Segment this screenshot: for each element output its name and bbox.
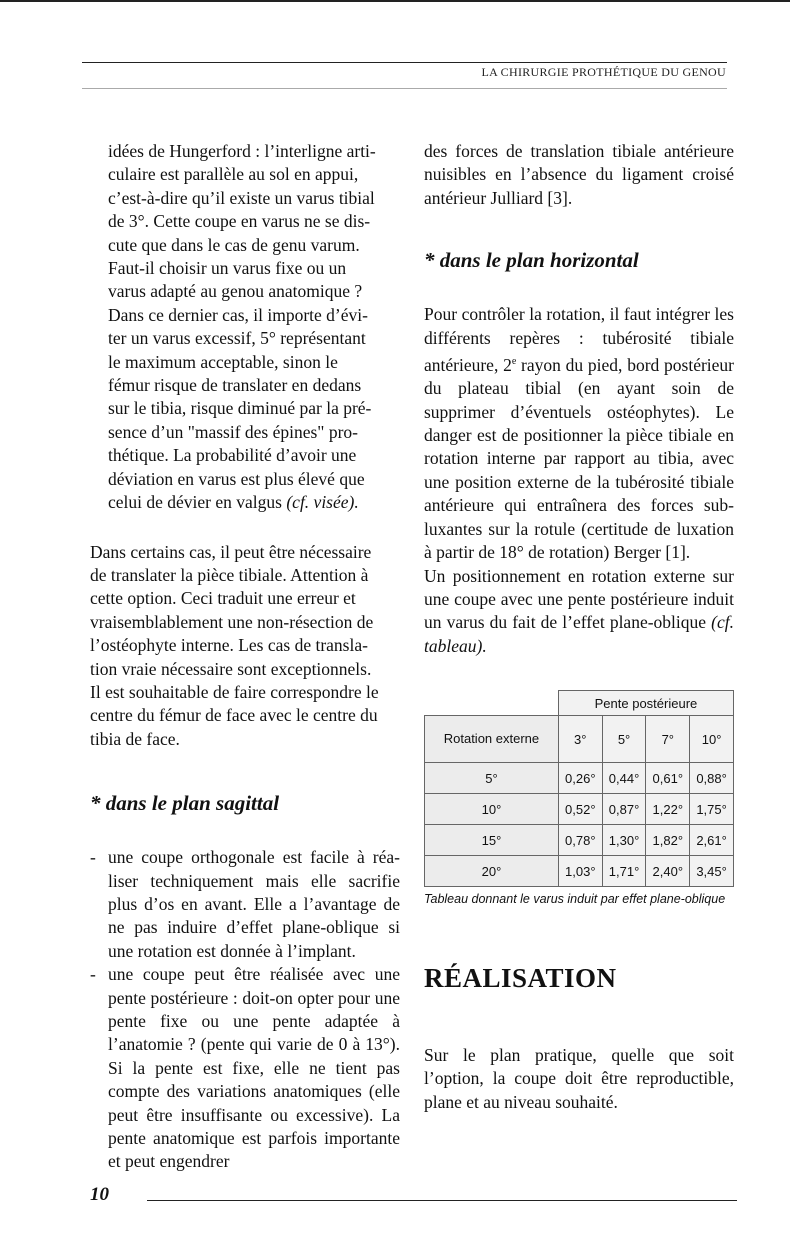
cf-tableau-ref: (cf. tableau). bbox=[424, 612, 734, 656]
right-column bbox=[424, 130, 734, 658]
para-line: idées de Hungerford : l’interligne arti- bbox=[108, 141, 376, 161]
header-rule bbox=[82, 62, 727, 63]
column-header: 5° bbox=[602, 716, 646, 763]
para-line: fémur risque de translater en dedans bbox=[108, 375, 362, 396]
table-cell: 1,75° bbox=[690, 794, 734, 825]
table-caption: Tableau donnant le varus induit par effet plane-oblique bbox=[424, 892, 726, 906]
table-cell: 0,61° bbox=[646, 763, 690, 794]
table-cell: 1,71° bbox=[602, 856, 646, 887]
para-line: déviation en varus est plus élevé que bbox=[108, 468, 365, 489]
page-number: 10 bbox=[90, 1184, 109, 1205]
left-column bbox=[90, 130, 400, 1174]
subhead-sagittal: * dans le plan sagittal bbox=[90, 791, 280, 816]
table-cell: 0,88° bbox=[690, 763, 734, 794]
realisation-heading: RÉALISATION bbox=[424, 963, 617, 993]
para-line: de translater la pièce tibiale. Attention à bbox=[90, 564, 369, 585]
table-cell: 0,26° bbox=[558, 763, 602, 794]
para-line: le maximum acceptable, sinon le bbox=[108, 351, 338, 372]
para-line: Dans certains cas, il peut être nécessaire bbox=[90, 541, 372, 562]
row-header: 5° bbox=[425, 763, 559, 794]
column-header: 7° bbox=[646, 716, 690, 763]
para-line: vraisemblablement une non-résection de bbox=[90, 611, 374, 632]
para-line bbox=[108, 491, 400, 514]
para-line: Faut-il choisir un varus fixe ou un bbox=[108, 258, 347, 279]
para-line: cute que dans le cas de genu varum. bbox=[108, 234, 360, 255]
table-row bbox=[425, 763, 734, 794]
table-cell: 3,45° bbox=[690, 856, 734, 887]
table-row bbox=[425, 794, 734, 825]
table-empty-corner bbox=[425, 691, 559, 716]
para-line: l’ostéophyte interne. Les cas de transla- bbox=[90, 635, 368, 656]
column-header: 3° bbox=[558, 716, 602, 763]
row-header: 15° bbox=[425, 825, 559, 856]
para-line: c’est-à-dire qu’il existe un varus tibial bbox=[108, 187, 375, 208]
cf-visee-ref: (cf. visée). bbox=[286, 492, 359, 513]
external-rotation-text: Un positionnement en rotation externe sur une coupe avec une pente postérieure induit un varus du fait de l’effet plane-oblique bbox=[424, 565, 734, 633]
para-line: centre du fémur de face avec le centre du bbox=[90, 705, 378, 726]
para-line: tion vraie nécessaire sont exceptionnels. bbox=[90, 658, 372, 679]
para-line: culaire est parallèle au sol en appui, bbox=[108, 164, 359, 185]
column-header: 10° bbox=[690, 716, 734, 763]
top-border-rule bbox=[0, 0, 790, 2]
rotation-paragraph: Pour contrôler la rotation, il faut intégrer les différents repères : tubérosité tibiale antérieure, 2e rayon du pied, bord postérieur du plateau tibial (en ayant soin de supprimer d’éventuels ostéophytes). Le danger est de positionner la pièce tibiale en rotation interne par rapport au tibia, avec une position externe de la tubérosité tibiale antérieure qui entraînera des forces sub-luxantes sur la rotule (certitude de luxation à partir de 18° de rotation) Berger [1]. bbox=[424, 304, 735, 563]
para-line: sur le tibia, risque diminué par la pré- bbox=[108, 398, 372, 419]
realisation-paragraph: Sur le plan pratique, quelle que soit l’option, la coupe doit être reproductible, plane et au niveau souhaité. bbox=[424, 1045, 734, 1112]
table-cell: 0,78° bbox=[558, 825, 602, 856]
pente-header: Pente postérieure bbox=[558, 691, 733, 716]
table-row bbox=[425, 856, 734, 887]
list-item: - une coupe orthogonale est facile à réaliser techniquement mais elle sacrifie plus d’os en avant. Elle a l’avantage de ne pas induire d’effet plane-oblique si une rotation est donnée à l’implant. bbox=[90, 846, 400, 963]
para-line: sence d’un "massif des épines" pro- bbox=[108, 421, 358, 442]
table-row bbox=[425, 825, 734, 856]
table-cell: 1,22° bbox=[646, 794, 690, 825]
rotation-header: Rotation externe bbox=[425, 716, 559, 763]
para-line: de 3°. Cette coupe en varus ne se dis- bbox=[108, 211, 371, 232]
table-cell: 1,82° bbox=[646, 825, 690, 856]
sagittal-list bbox=[90, 846, 400, 1174]
external-rotation-paragraph bbox=[424, 565, 734, 659]
julliard-paragraph: des forces de translation tibiale antérieure nuisibles en l’absence du ligament croisé antérieur Julliard [3]. bbox=[424, 141, 734, 208]
table-cell: 0,87° bbox=[602, 794, 646, 825]
table-cell: 0,44° bbox=[602, 763, 646, 794]
para-line: thétique. La probabilité d’avoir une bbox=[108, 445, 357, 466]
row-header: 20° bbox=[425, 856, 559, 887]
list-item: - une coupe peut être réalisée avec une pente postérieure : doit-on opter pour une pente fixe ou une pente adaptée à l’anatomie ? (pente qui varie de 0 à 13°). Si la pente est fixe, elle ne tient pas compte des variations anatomiques (elle peut être insuffisante ou excessive). La pente anatomique est parfois importante et peut engendrer bbox=[90, 963, 400, 1174]
row-header: 10° bbox=[425, 794, 559, 825]
table-cell: 0,52° bbox=[558, 794, 602, 825]
para-line: tibia de face. bbox=[90, 728, 180, 749]
varus-table bbox=[424, 690, 734, 887]
translation-paragraph bbox=[90, 541, 400, 752]
para-line: ter un varus excessif, 5° représentant bbox=[108, 328, 366, 349]
para-line-text: celui de dévier en valgus bbox=[108, 492, 282, 513]
hungerford-paragraph bbox=[90, 140, 400, 515]
table-cell: 1,03° bbox=[558, 856, 602, 887]
subhead-horizontal: * dans le plan horizontal bbox=[424, 248, 639, 273]
para-line: cette option. Ceci traduit une erreur et bbox=[90, 588, 356, 609]
para-line: Dans ce dernier cas, il importe d’évi- bbox=[108, 304, 368, 325]
running-head: LA CHIRURGIE PROTHÉTIQUE DU GENOU bbox=[481, 65, 726, 79]
table-cell: 1,30° bbox=[602, 825, 646, 856]
footer-rule bbox=[147, 1200, 737, 1201]
table-cell: 2,40° bbox=[646, 856, 690, 887]
varus-table-block bbox=[424, 690, 734, 1114]
para-line: Il est souhaitable de faire correspondre le bbox=[90, 681, 379, 702]
table-cell: 2,61° bbox=[690, 825, 734, 856]
header-underline bbox=[82, 88, 727, 89]
para-line: varus adapté au genou anatomique ? bbox=[108, 281, 363, 302]
